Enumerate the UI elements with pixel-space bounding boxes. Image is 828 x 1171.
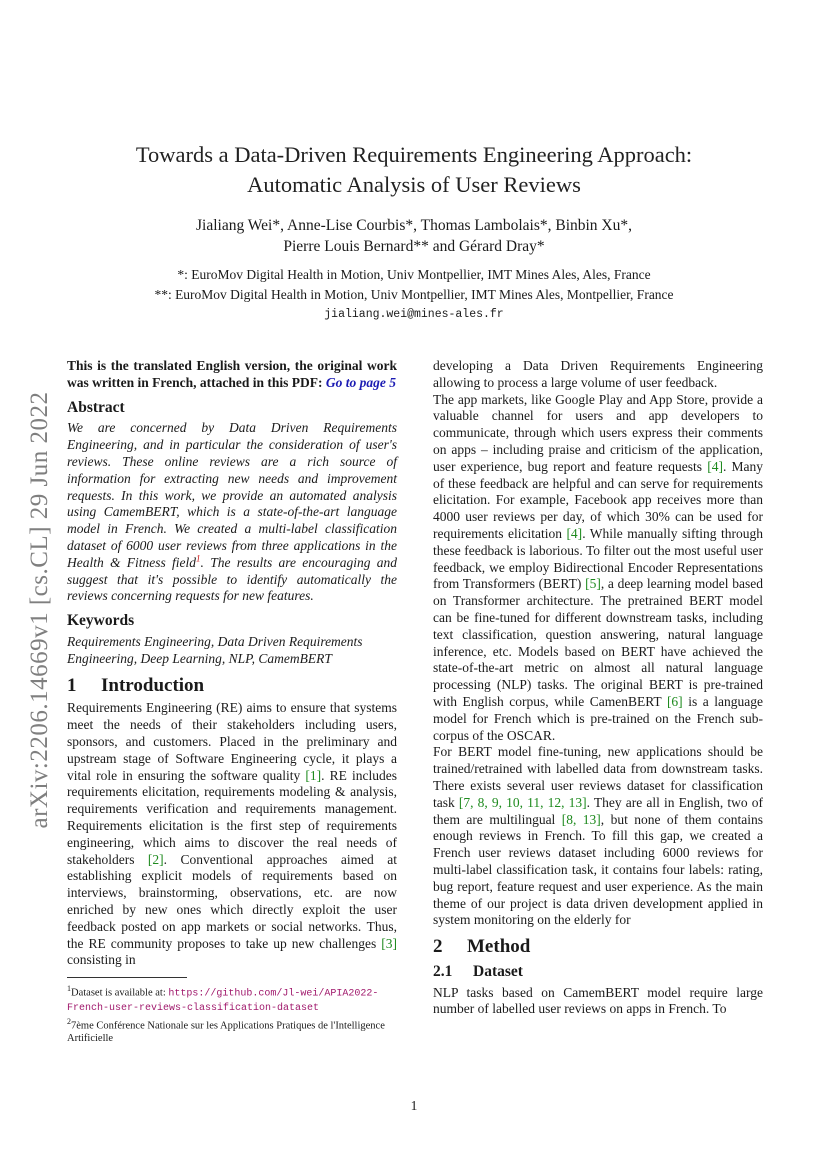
footnote-2 — [67, 1015, 397, 1046]
paragraph-4: NLP tasks based on CamemBERT model require large number of labelled user reviews on apps in French. To — [433, 984, 763, 1017]
footnote-1-mark: 1 — [67, 984, 71, 994]
citation-link[interactable]: [4] — [566, 525, 583, 541]
citation-link[interactable]: [1] — [305, 767, 322, 783]
p2-text-c: . While manually sifting through these feedback is laborious. To filter out the most useful user feedback, we employ Bidirectional Encoder Representations from Transformers (BERT) — [433, 525, 763, 592]
citation-link[interactable]: [5] — [585, 576, 601, 592]
keywords-text: Requirements Engineering, Data Driven Requirements Engineering, Deep Learning, NLP, CamemBERT — [67, 633, 363, 666]
p3-text-a: For BERT model fine-tuning, new applications should be trained/retrained with labelled data from downstream tasks. There exists several user reviews dataset for classification task — [433, 744, 763, 810]
authors-line-2: Pierre Louis Bernard** and Gérard Dray* — [283, 238, 545, 255]
intro-text-c: . Conventional approaches aimed at establishing explicit models of requirements based on interviews, brainstorming, observations, etc. are now enriched by new ones which directly exploit the user feedback posted on app markets or social networks. Thus, the RE community proposes to take up new challenges — [67, 851, 397, 951]
subsection-number: 2.1 — [433, 962, 453, 980]
intro-text-b: . RE includes requirements elicitation, requirements modeling & analysis, requirements verification and requirements management. Requirements elicitation is the first step of requirements engineering, which aims to discover the real needs of stakeholders — [67, 767, 397, 867]
affiliation-1: *: EuroMov Digital Health in Motion, Univ Montpellier, IMT Mines Ales, Ales, France — [177, 267, 651, 282]
affiliations — [60, 265, 768, 325]
citation-link[interactable]: [4] — [707, 458, 723, 474]
paragraph-2 — [433, 392, 763, 745]
paragraph-1: developing a Data Driven Requirements Engineering allowing to process a large volume of user feedback. — [433, 358, 763, 390]
footnote-2-mark: 2 — [67, 1016, 71, 1026]
subsection-dataset-heading — [433, 964, 763, 981]
go-to-page-link[interactable]: Go to page 5 — [325, 374, 396, 390]
introduction-paragraph — [67, 700, 397, 969]
citation-link[interactable]: [6] — [666, 693, 683, 709]
abstract-text-part-2: . The results are encouraging and suggest that it's possible to identify automatically the reviews concerning requests for new features. — [67, 554, 397, 604]
footnote-1-text: Dataset is available at: — [71, 987, 169, 999]
left-column — [67, 358, 397, 1045]
p2-text-e: is a language model for French which is pre-trained on the French sub-corpus of the OSCAR. — [433, 693, 763, 743]
p2-text-a: The app markets, like Google Play and App Store, provide a valuable channel for users and app developers to communicate, through which users express their comments on apps – including praise and criticism of the application, user experience, bug report and feature requests — [433, 391, 763, 474]
title-line-2: Automatic Analysis of User Reviews — [247, 172, 581, 197]
p2-text-b: . Many of these feedback are helpful and can serve for requirements elicitation. For example, Facebook app receives more than 4000 user reviews per day, of which 30% can be used for requirements elicitation — [433, 458, 763, 541]
footnote-1 — [67, 982, 397, 1015]
intro-text-d: consisting in — [67, 952, 136, 968]
citation-link[interactable]: [3] — [381, 935, 397, 951]
intro-text-a: Requirements Engineering (RE) aims to ensure that systems meet the needs of their stakeholders including users, sponsors, and customers. Placed in the preliminary and upstream stage of Software Engineering cycle, it plays a vital role in ensuring the software quality — [67, 700, 397, 783]
citation-link[interactable]: [2] — [147, 851, 164, 867]
affiliation-2: **: EuroMov Digital Health in Motion, Univ Montpellier, IMT Mines Ales, Montpellier, France — [154, 287, 674, 302]
abstract-heading: Abstract — [67, 398, 125, 416]
p2-text-d: , a deep learning model based on Transformer architecture. The pretrained BERT model can be fine-tuned for different downstream tasks, including text classification, question answering, natural language inference, etc. Models based on BERT have achieved the state-of-the-art metric on almost all natural language processing (NLP) tasks. The original BERT is pre-trained with English corpus, while CamenBERT — [433, 576, 763, 709]
p3-text-b: . They are all in English, two of them are multilingual — [433, 794, 763, 827]
p3-text-c: , but none of them contains enough reviews in French. To fill this gap, we created a French user reviews dataset including 6000 reviews for multi-label classification task, it contains four labels: rating, bug report, feature request and user experience. As the main theme of our project is data driven development applied in system monitoring on the elderly for — [433, 811, 763, 928]
abstract-text-part-1: We are concerned by Data Driven Requirements Engineering, and in particular the consideration of user's reviews. These online reviews are a rich source of information for extracting new needs and improvement requests. In this work, we provide an automated analysis using CamemBERT, which is a state-of-the-art language model in French. We created a multi-label classification dataset of 6000 user reviews from three applications in the Health & Fitness field — [67, 420, 397, 570]
authors-line-1: Jialiang Wei*, Anne-Lise Courbis*, Thomas Lambolais*, Binbin Xu*, — [195, 217, 632, 234]
translation-note — [67, 358, 397, 392]
footnote-rule — [67, 977, 187, 978]
subsection-title: Dataset — [473, 962, 523, 980]
section-introduction-heading — [67, 674, 397, 696]
translation-note-text: This is the translated English version, the original work was written in French, attached in this PDF: — [67, 358, 397, 390]
section-title: Method — [467, 936, 531, 958]
right-column — [433, 358, 763, 1018]
author-email: jialiang.wei@mines-ales.fr — [324, 308, 504, 321]
author-list — [60, 215, 768, 257]
paragraph-3 — [433, 744, 763, 929]
section-title: Introduction — [101, 674, 205, 696]
footnote-2-text: 7ème Conférence Nationale sur les Applications Pratiques de l'Intelligence Artificielle — [67, 1020, 385, 1045]
keywords-heading: Keywords — [67, 612, 135, 630]
citation-link[interactable]: [8, 13] — [561, 811, 601, 827]
section-method-heading — [433, 936, 763, 958]
paper-title — [60, 140, 768, 200]
arxiv-stamp — [20, 370, 60, 850]
section-number: 1 — [67, 674, 77, 696]
section-number: 2 — [433, 936, 443, 958]
dataset-url-link[interactable]: https://github.com/Jl-wei/APIA2022-French-user-reviews-classification-dataset — [67, 988, 379, 1014]
citation-link[interactable]: [7, 8, 9, 10, 11, 12, 13] — [458, 794, 587, 810]
page-number: 1 — [410, 1098, 418, 1113]
footnote-marker[interactable]: 1 — [196, 553, 201, 564]
arxiv-stamp-text: arXiv:2206.14669v1 [cs.CL] 29 Jun 2022 — [26, 391, 53, 829]
title-line-1: Towards a Data-Driven Requirements Engineering Approach: — [135, 142, 693, 167]
abstract-text — [67, 420, 397, 605]
